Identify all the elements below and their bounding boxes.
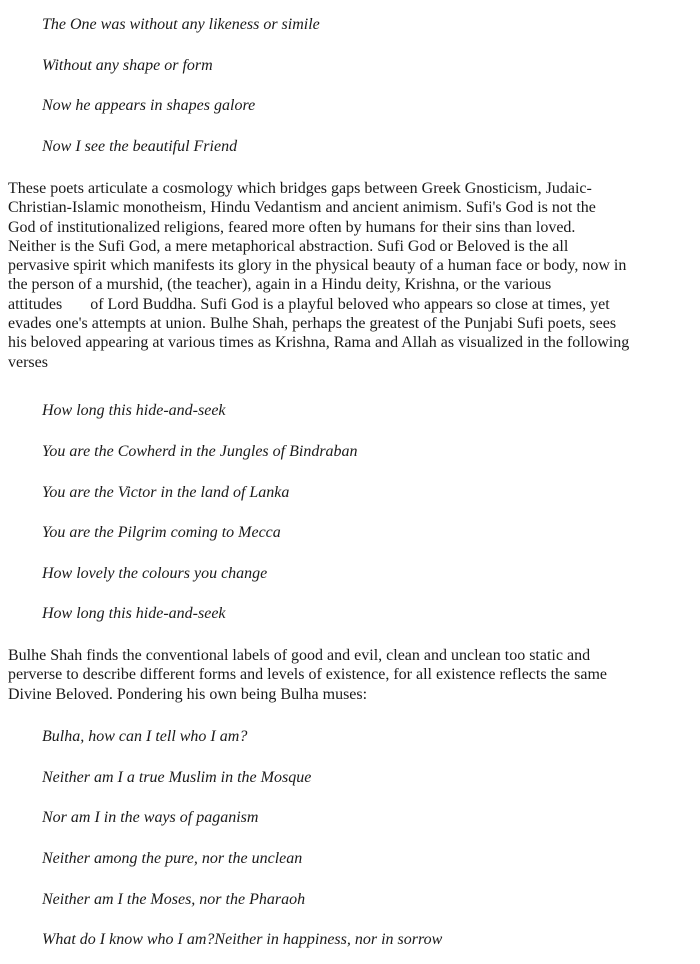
paragraph-line: Neither is the Sufi God, a mere metaphorical abstraction. Sufi God or Beloved is the all bbox=[8, 237, 569, 255]
paragraph-line: Bulhe Shah finds the conventional labels of good and evil, clean and unclean too static and bbox=[8, 647, 591, 664]
verse-line: Neither am I the Moses, nor the Pharaoh bbox=[42, 891, 306, 908]
verse-line: Neither among the pure, nor the unclean bbox=[42, 850, 303, 867]
paragraph-line: verses bbox=[8, 353, 48, 371]
paragraph-line: Divine Beloved. Pondering his own being Bulha muses: bbox=[8, 685, 368, 703]
paragraph-line: his beloved appearing at various times as Krishna, Rama and Allah as visualized in the following bbox=[8, 334, 630, 352]
verse-line: You are the Pilgrim coming to Mecca bbox=[42, 524, 281, 541]
verse-line: How lovely the colours you change bbox=[42, 565, 268, 582]
verse-line: Neither am I a true Muslim in the Mosque bbox=[42, 769, 312, 786]
verse-line: What do I know who I am?Neither in happiness, nor in sorrow bbox=[42, 931, 443, 948]
verse-line: Without any shape or form bbox=[42, 57, 213, 74]
verse-line: How long this hide-and-seek bbox=[42, 402, 226, 419]
paragraph-line: perverse to describe different forms and levels of existence, for all existence reflects the same bbox=[8, 666, 607, 684]
paragraph-line: evades one's attempts at union. Bulhe Shah, perhaps the greatest of the Punjabi Sufi poets, sees bbox=[8, 315, 617, 333]
paragraph-line: the person of a murshid, (the teacher), again in a Hindu deity, Krishna, or the various bbox=[8, 276, 552, 294]
verse-line: How long this hide-and-seek bbox=[42, 605, 226, 622]
verse-line: You are the Victor in the land of Lanka bbox=[42, 484, 290, 501]
paragraph-line: Christian-Islamic monotheism, Hindu Vedantism and ancient animism. Sufi's God is not the bbox=[8, 199, 596, 217]
paragraph-line: pervasive spirit which manifests its glory in the physical beauty of a human face or body, now in bbox=[8, 257, 627, 275]
body-paragraph bbox=[8, 179, 698, 372]
verse-line: Now I see the beautiful Friend bbox=[42, 138, 238, 155]
verse-line: You are the Cowherd in the Jungles of Bindraban bbox=[42, 443, 358, 460]
body-paragraph bbox=[8, 646, 698, 704]
paragraph-line: God of institutionalized religions, feared more often by humans for their sins than loved. bbox=[8, 218, 576, 236]
verse-line: The One was without any likeness or simile bbox=[42, 16, 320, 33]
verse-line: Bulha, how can I tell who I am? bbox=[42, 728, 248, 745]
verse-line: Now he appears in shapes galore bbox=[42, 97, 256, 114]
verse-line: Nor am I in the ways of paganism bbox=[42, 809, 259, 826]
paragraph-line: These poets articulate a cosmology which bridges gaps between Greek Gnosticism, Judaic- bbox=[8, 180, 592, 197]
paragraph-line: attitudes of Lord Buddha. Sufi God is a playful beloved who appears so close at times, yet bbox=[8, 295, 610, 313]
